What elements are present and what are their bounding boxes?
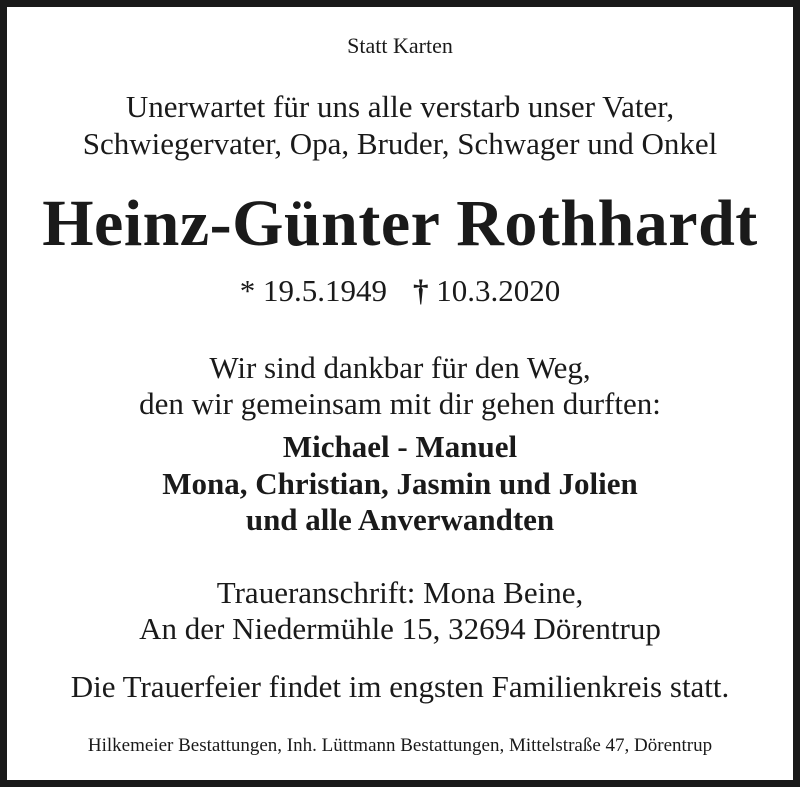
thanks-line-1: Wir sind dankbar für den Weg, [209, 350, 591, 385]
cross-icon: † [413, 273, 429, 308]
family-line-2: Mona, Christian, Jasmin und Jolien [162, 466, 638, 501]
ceremony-note: Die Trauerfeier findet im engsten Familienkreis statt. [70, 669, 730, 704]
family-line-3: und alle Anverwandten [245, 502, 555, 537]
address-line-2: An der Niedermühle 15, 32694 Dörentrup [139, 611, 661, 646]
thanks-line-2: den wir gemeinsam mit dir gehen durften: [139, 386, 661, 421]
intro-line-1: Unerwartet für uns alle verstarb unser Vater, [125, 89, 675, 124]
address-line-1: Traueranschrift: Mona Beine, [216, 575, 584, 610]
deceased-name: Heinz-Günter Rothhardt [42, 187, 758, 260]
family-line-1: Michael - Manuel [282, 429, 518, 464]
birth-date: * 19.5.1949 [239, 273, 387, 308]
funeral-home-footer: Hilkemeier Bestattungen, Inh. Lüttmann Bestattungen, Mittelstraße 47, Dörentrup [87, 735, 713, 756]
notice-header: Statt Karten [347, 33, 453, 58]
death-date: 10.3.2020 [436, 273, 561, 308]
life-dates [0, 271, 800, 311]
intro-line-2: Schwiegervater, Opa, Bruder, Schwager und Onkel [82, 126, 718, 161]
